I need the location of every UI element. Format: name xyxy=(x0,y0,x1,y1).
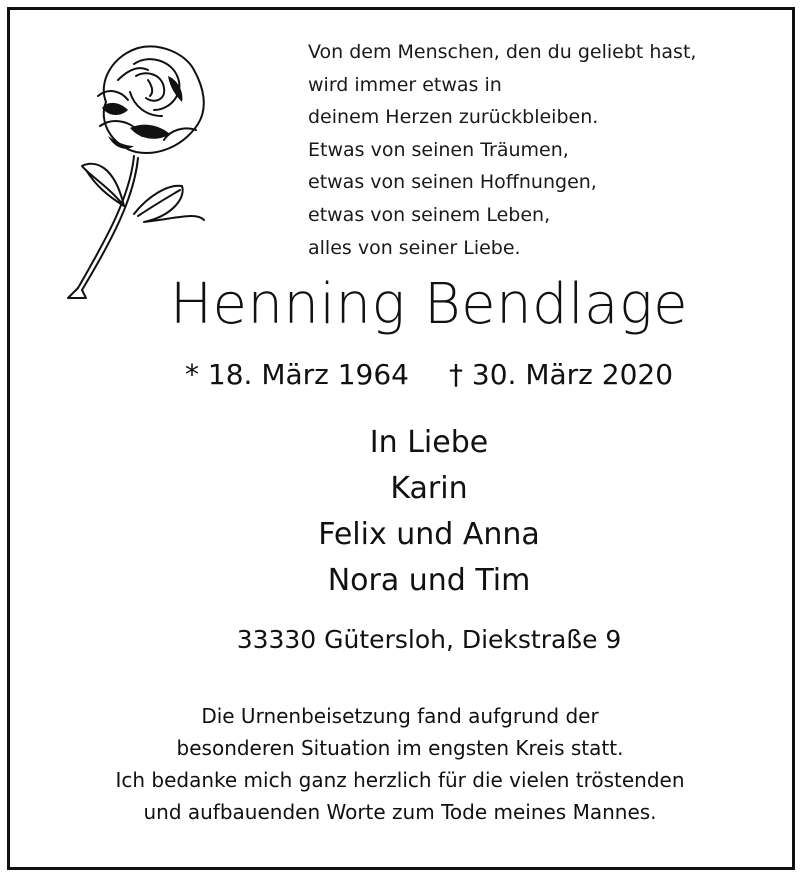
poem-line: etwas von seinen Hoffnungen, xyxy=(308,171,597,194)
deceased-name: Henning Bendlage xyxy=(169,272,689,337)
closing-note xyxy=(0,700,800,828)
birth-date: * 18. März 1964 xyxy=(184,358,409,391)
poem-line: etwas von seinem Leben, xyxy=(308,203,551,226)
family-signature xyxy=(0,420,800,604)
poem-line: Von dem Menschen, den du geliebt hast, xyxy=(308,41,697,63)
rose-icon xyxy=(38,36,228,306)
death-date: † 30. März 2020 xyxy=(449,358,674,391)
family-line: In Liebe xyxy=(369,425,489,460)
family-line: Karin xyxy=(390,471,468,506)
poem-line: alles von seiner Liebe. xyxy=(308,236,521,259)
poem-line: wird immer etwas in xyxy=(308,73,502,96)
closing-line: Ich bedanke mich ganz herzlich für die vielen tröstenden xyxy=(115,768,685,792)
closing-line: besonderen Situation im engsten Kreis statt. xyxy=(176,736,624,760)
family-line: Nora und Tim xyxy=(327,563,531,598)
address: 33330 Gütersloh, Diekstraße 9 xyxy=(236,625,622,654)
poem xyxy=(308,36,778,264)
life-dates xyxy=(0,358,800,391)
poem-line: deinem Herzen zurückbleiben. xyxy=(308,106,599,129)
closing-line: und aufbauenden Worte zum Tode meines Mannes. xyxy=(143,800,657,824)
closing-line: Die Urnenbeisetzung fand aufgrund der xyxy=(201,704,599,728)
family-line: Felix und Anna xyxy=(318,517,540,552)
poem-line: Etwas von seinen Träumen, xyxy=(308,138,569,161)
